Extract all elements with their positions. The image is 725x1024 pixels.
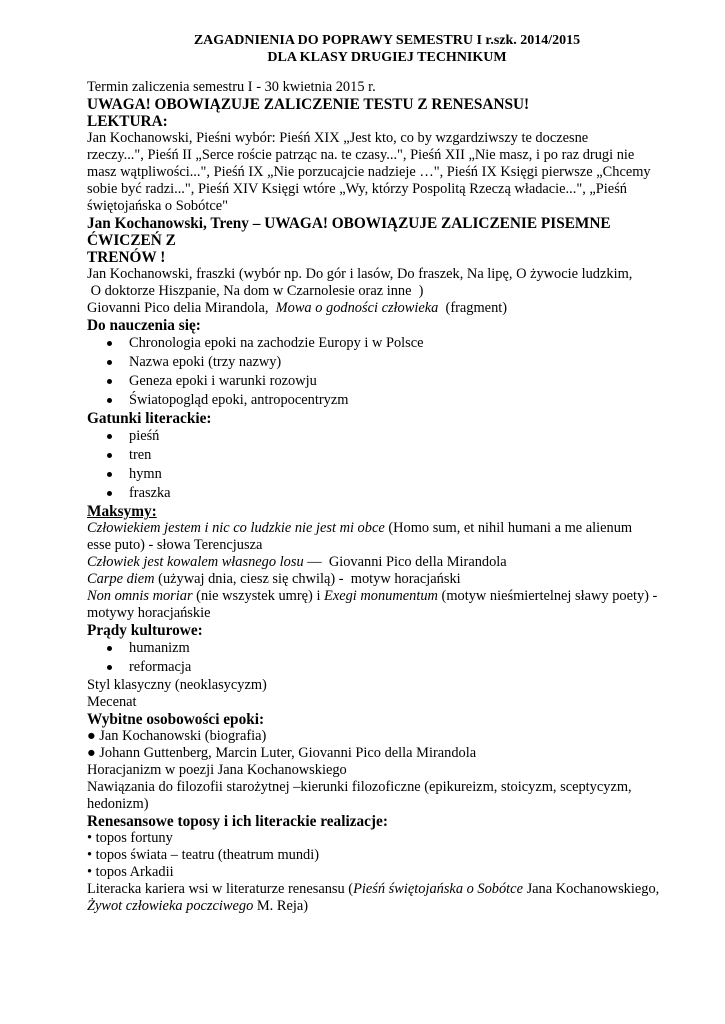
nawiazania-line: Nawiązania do filozofii starożytnej –kierunki filozoficzne (epikureizm, stoicyzm, sceptycyzm, bbox=[87, 779, 632, 795]
maxim-4 bbox=[87, 588, 687, 605]
maxim-2-quote: Człowiek jest kowalem własnego losu bbox=[87, 554, 304, 570]
do-nauczenia-list bbox=[87, 334, 687, 410]
piesni-line: sobie być radzi...", Pieśń XIV Księgi wtóre „Wy, którzy Pospolitą Rzeczą władacie...", „Pieśń bbox=[87, 181, 627, 197]
kariera-title-2: Żywot człowieka poczciwego bbox=[87, 898, 254, 914]
list-item: Geneza epoki i warunki rozowju bbox=[87, 372, 687, 391]
piesni-line: świętojańska o Sobótce" bbox=[87, 198, 228, 214]
kariera-prefix: Literacka kariera wsi w literaturze renesansu ( bbox=[87, 881, 354, 897]
list-item: tren bbox=[87, 446, 687, 465]
styl-text: Styl klasyczny (neoklasycyzm) bbox=[87, 677, 267, 693]
toposy-heading: Renesansowe toposy i ich literackie realizacje: bbox=[87, 813, 388, 830]
maxim-4-rest: (motyw nieśmiertelnej sławy poety) - bbox=[437, 588, 658, 604]
do-nauczenia-heading: Do nauczenia się: bbox=[87, 317, 201, 334]
kariera-line bbox=[87, 881, 687, 898]
topos-item: • topos świata – teatru (theatrum mundi) bbox=[87, 847, 320, 863]
fraszki-line: O doktorze Hiszpanie, Na dom w Czarnolesie oraz inne ) bbox=[87, 283, 424, 299]
kariera-title-1: Pieśń świętojańska o Sobótce bbox=[353, 881, 523, 897]
topos-item: • topos fortuny bbox=[87, 830, 173, 846]
prady-list bbox=[87, 639, 687, 677]
treny-line: Jan Kochanowski, Treny – UWAGA! OBOWIĄZUJE ZALICZENIE PISEMNE ĆWICZEŃ Z bbox=[87, 215, 611, 249]
pico-suffix: (fragment) bbox=[438, 300, 508, 316]
maxim-2-rest: — Giovanni Pico della Mirandola bbox=[303, 554, 507, 570]
maksymy-heading: Maksymy: bbox=[87, 503, 157, 520]
gatunki-list bbox=[87, 427, 687, 503]
osobowosci-heading: Wybitne osobowości epoki: bbox=[87, 711, 265, 728]
kariera-line-2 bbox=[87, 898, 687, 915]
horacjanizm-text: Horacjanizm w poezji Jana Kochanowskiego bbox=[87, 762, 347, 778]
list-item: hymn bbox=[87, 465, 687, 484]
pico-line bbox=[87, 300, 687, 317]
list-item: pieśń bbox=[87, 427, 687, 446]
treny-line: TRENÓW ! bbox=[87, 249, 166, 266]
pico-title: Mowa o godności człowieka bbox=[275, 300, 439, 316]
gatunki-heading: Gatunki literackie: bbox=[87, 410, 212, 427]
list-item: Chronologia epoki na zachodzie Europy i w Polsce bbox=[87, 334, 687, 353]
maxim-4-quote-2: Exegi monumentum bbox=[324, 588, 438, 604]
mecenat-text: Mecenat bbox=[87, 694, 137, 710]
lektura-heading: LEKTURA: bbox=[87, 113, 168, 130]
list-item: Światopogląd epoki, antropocentryzm bbox=[87, 391, 687, 410]
pico-author: Giovanni Pico delia Mirandola, bbox=[87, 300, 276, 316]
maxim-1 bbox=[87, 520, 687, 537]
test-warning: UWAGA! OBOWIĄZUJE ZALICZENIE TESTU Z RENESANSU! bbox=[87, 96, 530, 113]
maxim-1-quote: Człowiekiem jestem i nic co ludzkie nie jest mi obce bbox=[87, 520, 385, 536]
document-title-line-2: DLA KLASY DRUGIEJ TECHNIKUM bbox=[267, 50, 507, 65]
osobowosci-line: ● Johann Guttenberg, Marcin Luter, Giovanni Pico della Mirandola bbox=[87, 745, 477, 761]
maxim-3 bbox=[87, 571, 687, 588]
maxim-1-cont: esse puto) - słowa Terencjusza bbox=[87, 537, 263, 553]
maxim-4-mid: (nie wszystek umrę) i bbox=[192, 588, 325, 604]
list-item: fraszka bbox=[87, 484, 687, 503]
maxim-3-quote: Carpe diem bbox=[87, 571, 155, 587]
topos-item: • topos Arkadii bbox=[87, 864, 174, 880]
list-item: reformacja bbox=[87, 658, 687, 677]
maxim-4-quote: Non omnis moriar bbox=[87, 588, 193, 604]
piesni-line: rzeczy...", Pieśń II „Serce roście patrząc na. te czasy...", Pieśń XII „Nie masz, i po raz drugi nie bbox=[87, 147, 635, 163]
document-title-line-1: ZAGADNIENIA DO POPRAWY SEMESTRU I r.szk. 2014/2015 bbox=[193, 33, 581, 48]
maxim-3-rest: (używaj dnia, ciesz się chwilą) - motyw horacjański bbox=[154, 571, 461, 587]
prady-heading: Prądy kulturowe: bbox=[87, 622, 203, 639]
nawiazania-line: hedonizm) bbox=[87, 796, 149, 812]
osobowosci-line: ● Jan Kochanowski (biografia) bbox=[87, 728, 267, 744]
maxim-1-rest: (Homo sum, et nihil humani a me alienum bbox=[384, 520, 633, 536]
deadline-text: Termin zaliczenia semestru I - 30 kwietnia 2015 r. bbox=[87, 79, 376, 95]
maxim-2 bbox=[87, 554, 687, 571]
kariera-mid: Jana Kochanowskiego, bbox=[522, 881, 660, 897]
maxim-4-cont: motywy horacjańskie bbox=[87, 605, 211, 621]
piesni-line: masz wątpliwości...", Pieśń IX „Nie porzucajcie nadzieje …", Pieśń IX Księgi pierwsze „Chcemy bbox=[87, 164, 651, 180]
list-item: Nazwa epoki (trzy nazwy) bbox=[87, 353, 687, 372]
document-page bbox=[87, 32, 687, 915]
kariera-suffix: M. Reja) bbox=[253, 898, 309, 914]
list-item: humanizm bbox=[87, 639, 687, 658]
fraszki-line: Jan Kochanowski, fraszki (wybór np. Do gór i lasów, Do fraszek, Na lipę, O żywocie ludzkim, bbox=[87, 266, 633, 282]
piesni-line: Jan Kochanowski, Pieśni wybór: Pieśń XIX „Jest kto, co by wzgardziwszy te doczesne bbox=[87, 130, 589, 146]
